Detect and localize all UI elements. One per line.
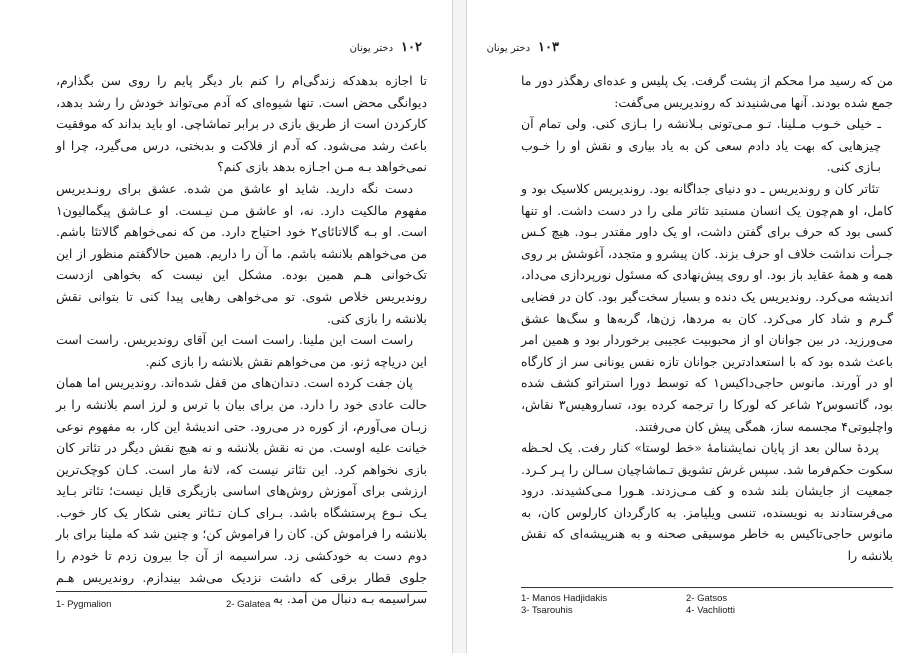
left-page [0,0,453,653]
dialogue-paragraph: ـ خیلی خـوب مـلینا. تـو مـی‌تونی بـلانشه را بـازی کنی. ولی تمام آن چیزهایی که بهت یاد دادم سعی کن به یاد بیاری و نقش او را خـوب بـازی کنی. [521,116,881,175]
footnotes [521,593,893,617]
footnote-divider [521,587,893,588]
paragraph: راست است این ملینا. راست است این آقای روندیریس. راست است این دریاچه ژنو. من می‌خواهم نقش بلانشه را بازی کنم. [56,332,427,369]
right-page [466,0,916,653]
footnote: 4- Vachliotti [686,605,735,616]
footnote: 3- Tsarouhis [521,605,573,616]
running-title: دختر یونان [486,43,531,54]
page-number: ۱۰۲ [401,40,422,55]
book-gutter [452,0,466,653]
paragraph: من که رسید مرا محکم از پشت گرفت. یک پلیس و عده‌ای رهگذر دور ما جمع شده بودند. آنها می‌شنیدند که روندیریس می‌گفت: [521,73,893,110]
paragraph: دست نگه دارید. شاید او عاشق من شده. عشق برای رونـدیریس مفهوم مالکیت دارد. نه، او عاشق مـن نیـست. او عـاشق پیگمالیون۱ است. او بـه گالاتائای۲ خود احتیاج دارد. من که نمی‌خواهم گالاتئا باشم. من می‌خواهم بلانشه باشم. ما آن را داریم. همین حالاگفتم منظور از این تک‌خوانی هـم همین بوده. مشکل این نیست که بخواهی ازدست روندیریس خلاص شوی. تو می‌خواهی رهایی پیدا کنی تا بتوانی نقش بلانشه را بازی کنی. [56,180,428,326]
right-page-body [521,70,893,567]
footnotes [56,599,427,611]
left-page-header [350,40,422,55]
footnote: 1- Pygmalion [56,599,112,610]
page-number: ۱۰۳ [538,40,559,55]
paragraph: تا اجازه بدهدکه زندگی‌ام را کنم بار دیگر پایم را روی سن بگذارم، دیوانگی محض است. تنها شیوه‌ای که آدم می‌تواند خودش را رشد بدهد، کارکردن است از طریق بازی در برابر تماشاچی. او باید بداند که موفقیت باعث رشد می‌شود. که آدم از فلاکت و بدبختی، درس می‌گیرد، چرا او نمی‌خواهد بـه مـن اجـازه بدهد بازی کنم؟ [56,73,427,175]
footnote: 2- Gatsos [686,593,728,604]
paragraph: پردهٔ سالن بعد از پایان نمایشنامهٔ «خط لوستا» کنار رفت. یک لحـظه سکوت حکم‌فرما شد. سپس غرش تشویق تـماشاچیان سـالن را پـر کـرد. جمعیت از جایشان بلند شده و کف مـی‌زدند. هـورا مـی‌کشیدند. درود می‌فرستادند به نویسنده، تنسی ویلیامز. به کارگردان کارلوس کان، به مانوس حاجی‌تاکیس به خاطر موسیقی صحنه و به هنرپیشه‌ای که نقش بلانشه را [521,440,893,564]
running-title: دختر یونان [349,43,394,54]
footnote: 2- Galatea [226,599,271,610]
left-page-body [56,70,427,610]
paragraph: پان جفت کرده است. دندان‌های من قفل شده‌اند. روندیریس اما همان حالت عادی خود را دارد. من برای بیان با ترس و لرز اسم بلانشه را بر زبـان می‌آورم، از کوره در می‌رود. حتی اندیشهٔ این کار، به مفهوم نوعی خیانت علیه اوست. من نه نقش بلانشه و نه هیچ نقش دیگر در تئاتر کان بازی نخواهم کرد. این تئاتر نیست که، لانهٔ مار است. کـان کوچک‌ترین ارزشی برای آموزش روش‌های اساسی بازیگری قایل نیست؛ تئاتر بـاید یـک نـوع پرستشگاه باشد. بـرای کـان تـئاتر یعنی شکار یک کار خوب. بلانشه را فراموش کن. کان را فراموش کن؛ و چنین شد که ملینا برای بار دوم دست به خودکشی زد. سراسیمه از آن جا بیرون زدم تا خودم را جلوی قطار برقی که داشت نزدیک می‌شد بیندازم. روندیریس هـم سراسیمه بـه دنبال من آمد. به [56,375,427,607]
footnote-divider [56,591,427,592]
right-page-header [487,40,559,55]
footnote: 1- Manos Hadjidakis [521,593,608,604]
paragraph: تئاتر کان و روندیریس ـ دو دنیای جداگانه بود. روندیریس کلاسیک بود و کامل، او هم‌چون یک انسان مستبد تئاتر ملی را در دست داشت. او تنها کسی بود که حرف برای گفتن داشت، او یک داور مقتدر بـود. هیچ کـس جـرأت نداشت خلاف او حرف بزند. کان پیشرو و متجدد، آغوشش بر روی همه و همهٔ عقاید باز بود. او روی پیش‌نهادی که مسئول نورپردازی می‌داد، اندیشه می‌کرد. روندیریس یک دنده و بسیار سخت‌گیر بود. کان در فضایی گـرم و شاد کار می‌کرد. کان به مردها، زن‌ها، گربه‌ها و سگ‌ها عشق می‌ورزید. در بین جوانان او از محبوبیت عجیبی برخوردار بود و همین امر باعث شده بود که با استعدادترین جوانان تازه نفس یونانی سر از کارگاه او در آورند. مانوس حاجی‌داکیس۱ که توسط دورا استراتو کشف شده بود، گاتسوس۲ شاعر که لورکا را ترجمه کرده بود، تساروهیس۳ نقاش، واچلیوتی۴ مجسمه ساز، همگی پیش کان می‌رفتند. [521,180,894,434]
